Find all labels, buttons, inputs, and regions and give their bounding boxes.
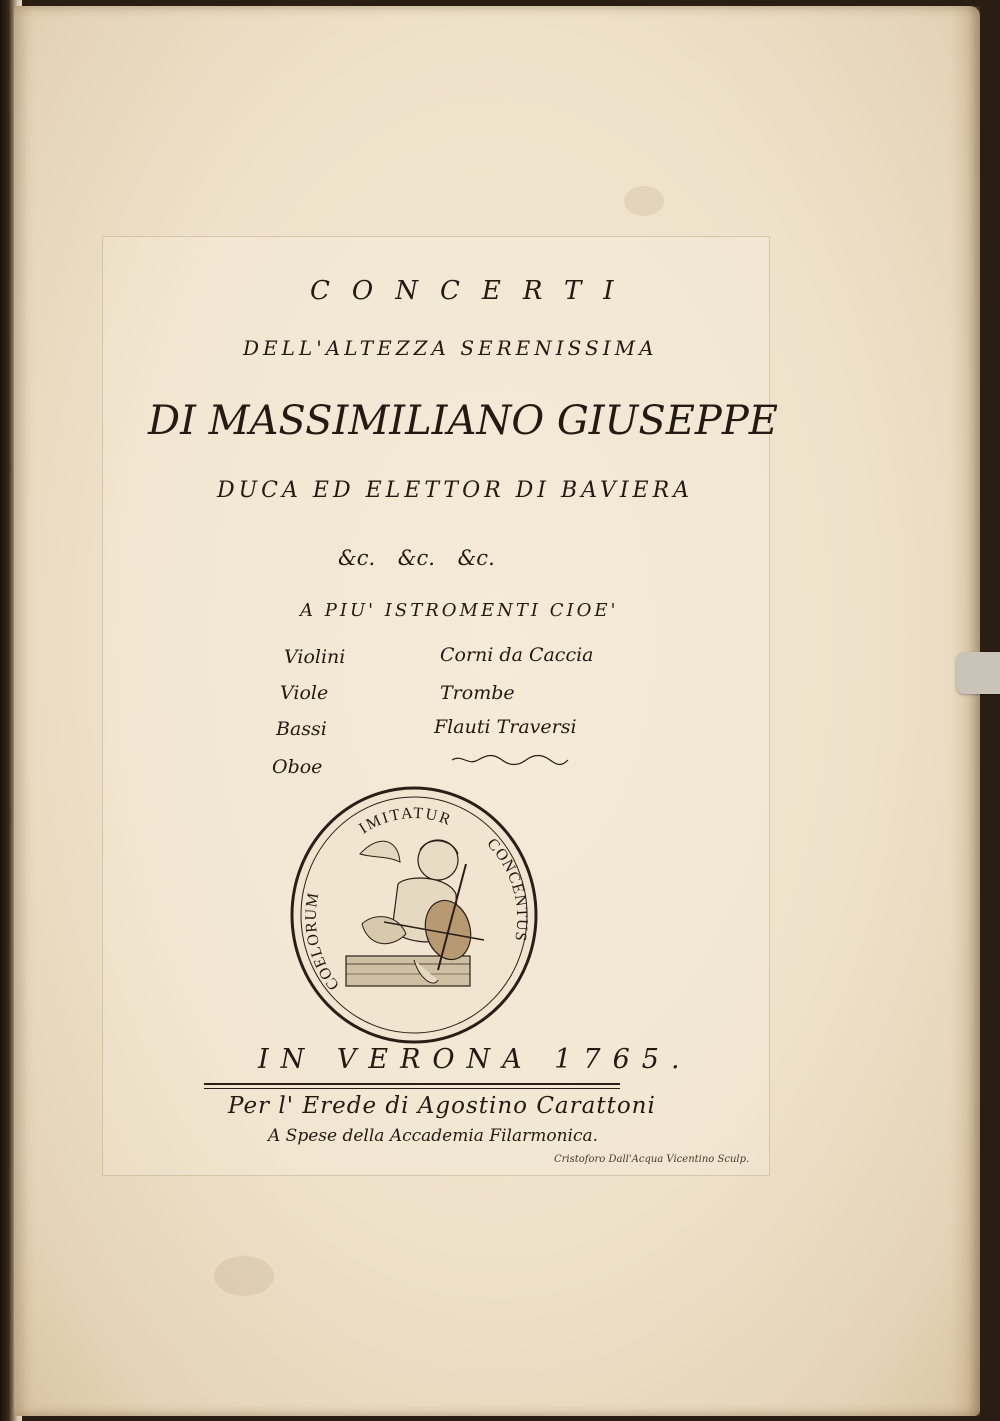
medallion-emblem [288,784,540,1046]
instrument-oboe: Oboe [272,756,323,778]
heading-concerti: CONCERTI [310,276,636,306]
instrument-flauti: Flauti Traversi [434,716,577,738]
printer-line: Per l' Erede di Agostino Carattoni [228,1093,656,1119]
motto-coelorum: COELORUM [302,890,343,994]
instrument-corni: Corni da Caccia [440,644,594,666]
motto-concentus: CONCENTUS [483,835,531,944]
paper-stain [624,186,664,216]
dedication-line: DELL'ALTEZZA SERENISSIMA [243,336,658,360]
page-edge-shadow [950,6,980,1416]
bookmark-tab [956,652,1000,694]
motto-imitatur: IMITATUR [356,804,455,838]
patron-titles: DUCA ED ELETTOR DI BAVIERA [217,478,694,503]
divider-rule [204,1083,620,1085]
instrument-violini: Violini [284,646,346,668]
patron-name: DI MASSIMILIANO GIUSEPPE [148,398,778,444]
engraver-credit: Cristoforo Dall'Acqua Vicentino Sculp. [554,1154,750,1165]
instrument-viole: Viole [280,682,329,704]
publisher-line: A Spese della Accademia Filarmonica. [268,1126,599,1146]
etc-line: &c. &c. &c. [338,546,495,570]
flourish-ornament [450,752,570,768]
instrument-bassi: Bassi [276,718,327,740]
place-and-date: IN VERONA 1765. [258,1044,692,1075]
divider-rule-thin [204,1088,620,1089]
paper-stain [214,1256,274,1296]
instruments-heading: A PIU' ISTROMENTI CIOE' [300,600,619,621]
instrument-trombe: Trombe [440,682,515,704]
